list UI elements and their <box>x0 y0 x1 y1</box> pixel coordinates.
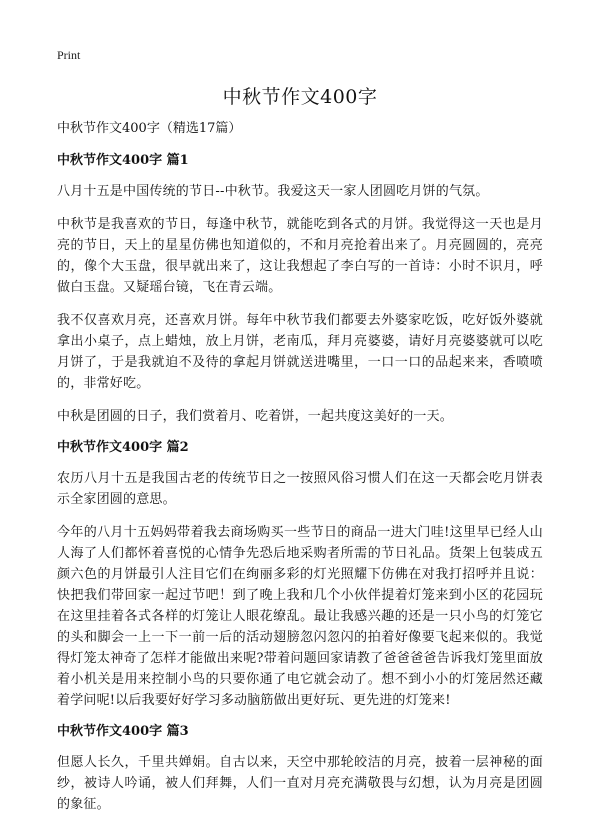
print-link[interactable]: Print <box>57 48 81 62</box>
section-heading: 中秋节作文400字 篇1 <box>57 153 189 168</box>
paragraph: 我不仅喜欢月亮，还喜欢月饼。每年中秋节我们都要去外婆家吃饭，吃好饭外婆就拿出小桌子，点上蜡烛，放上月饼，老南瓜，拜月亮婆婆，请好月亮婆婆就可以吃月饼了，于是我就迫不及待的拿起月饼就送进嘴里，一口一口的品起来来，香喷喷的，非常好吃。 <box>57 313 543 391</box>
section-heading: 中秋节作文400字 篇2 <box>57 440 189 455</box>
section-3 <box>57 723 543 815</box>
article-subtitle: 中秋节作文400字（精选17篇） <box>57 121 242 136</box>
section-2 <box>57 439 543 711</box>
paragraph: 今年的八月十五妈妈带着我去商场购买一些节日的商品一进大门哇!这里早已经人山人海了人们都怀着喜悦的心情争先恐后地采购者所需的节日礼品。货架上包装成五颜六色的月饼最引人注目它们在绚丽多彩的灯光照耀下仿佛在对我打招呼并且说：快把我们带回家一起过节吧！到了晚上我和几个小伙伴提着灯笼来到小区的花园玩在这里挂着各式各样的灯笼让人眼花缭乱。最让我感兴趣的还是一只小鸟的灯笼它的头和脚会一上一下一前一后的活动翅膀忽闪忽闪的拍着好像要飞起来似的。我觉得灯笼太神奇了怎样才能做出来呢?带着问题回家请教了爸爸爸爸告诉我灯笼里面放着小机关是用来控制小鸟的只要你通了电它就会动了。想不到小小的灯笼居然还藏着学问呢!以后我要好好学习多动脑筋做出更好玩、更先进的灯笼来! <box>57 525 543 708</box>
article-body <box>57 120 543 827</box>
page-title: 中秋节作文400字 <box>222 86 378 108</box>
paragraph: 农历八月十五是我国古老的传统节日之一按照风俗习惯人们在这一天都会吃月饼表示全家团圆的意思。 <box>57 471 543 507</box>
section-1 <box>57 152 543 427</box>
paragraph: 八月十五是中国传统的节日--中秋节。我爱这天一家人团圆吃月饼的气氛。 <box>57 184 489 199</box>
paragraph: 中秋节是我喜欢的节日，每逢中秋节，就能吃到各式的月饼。我觉得这一天也是月亮的节日，天上的星星仿佛也知道似的，不和月亮抢着出来了。月亮圆圆的，亮亮的，像个大玉盘，很早就出来了，这让我想起了李白写的一首诗：小时不识月，呼做白玉盘。又疑瑶台镜，飞在青云端。 <box>57 217 543 295</box>
paragraph: 但愿人长久，千里共婵娟。自古以来，天空中那轮皎洁的月亮，披着一层神秘的面纱，被诗人吟诵，被人们拜舞，人们一直对月亮充满敬畏与幻想，认为月亮是团圆的象征。 <box>57 755 543 812</box>
paragraph: 中秋是团圆的日子，我们赏着月、吃着饼，一起共度这美好的一天。 <box>57 409 454 424</box>
section-heading: 中秋节作文400字 篇3 <box>57 724 189 739</box>
